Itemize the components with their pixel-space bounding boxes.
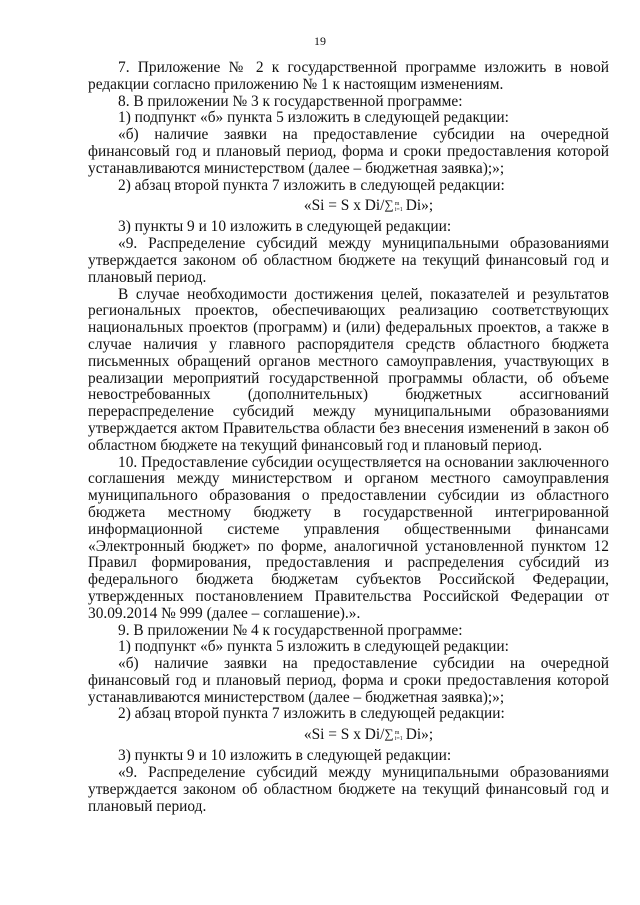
page-number: 19: [314, 34, 326, 48]
sum-sign: ∑: [384, 197, 394, 213]
paragraph: 1) подпункт «б» пункта 5 изложить в следующей редакции:: [118, 638, 509, 656]
paragraph: 7. Приложение № 2 к государственной программе изложить в новой редакции согласно приложению № 1 к настоящим изменениям.: [88, 59, 609, 93]
sum-lower-limit: i=1: [394, 735, 403, 742]
paragraph: «б) наличие заявки на предоставление субсидии на очередной финансовый год и плановый период, форма и сроки предоставления которой устанавливаются министерством (далее – бюджетная заявка);»;: [88, 655, 609, 706]
paragraph: 1) подпункт «б» пункта 5 изложить в следующей редакции:: [118, 109, 509, 127]
paragraph: 2) абзац второй пункта 7 изложить в следующей редакции:: [118, 176, 505, 194]
paragraph: «б) наличие заявки на предоставление субсидии на очередной финансовый год и плановый период, форма и сроки предоставления которой устанавливаются министерством (далее – бюджетная заявка);»;: [88, 126, 609, 177]
paragraph: В случае необходимости достижения целей, показателей и результатов региональных проектов, обеспечивающих реализацию соответствующих национальных проектов (программ) и (или) федеральных проектов, а также в случае наличия у главного распорядителя средств областного бюджета письменных обращений органов местного самоуправления, участвующих в реализации мероприятий государственной программы области, об объеме невостребованных (дополнительных) бюджетных ассигнований перераспределение субсидий между муниципальными образованиями утверждается актом Правительства области без внесения изменений в закон об областном бюджете на текущий финансовый год и плановый период.: [88, 285, 609, 454]
paragraph: «9. Распределение субсидий между муниципальными образованиями утверждается законом об областном бюджете на текущий финансовый год и плановый период.: [88, 235, 609, 286]
formula-prefix: «Si = S x Di/: [303, 726, 385, 744]
formula-suffix: Di»;: [405, 726, 434, 744]
sum-lower-limit: i=1: [394, 206, 403, 213]
paragraph: 10. Предоставление субсидии осуществляется на основании заключенного соглашения между министерством и органом местного самоуправления муниципального образования о предоставлении субсидии из областного бюджета местному бюджету в государственной интегрированной информационной системе управления общественными финансами «Электронный бюджет» по форме, аналогичной установленной пунктом 12 Правил формирования, предоставления и распределения субсидий из федерального бюджета бюджетам субъектов Российской Федерации, утвержденных постановлением Правительства Российской Федерации от 30.09.2014 № 999 (далее – соглашение).».: [88, 453, 609, 622]
sum-limits: [395, 201, 403, 213]
formula-distribution: [88, 725, 609, 744]
paragraph: 8. В приложении № 3 к государственной программе:: [118, 92, 463, 110]
formula-suffix: Di»;: [405, 197, 434, 215]
document-body: [88, 60, 609, 815]
paragraph: 3) пункты 9 и 10 изложить в следующей редакции:: [118, 747, 452, 765]
sum-upper-limit: m: [394, 200, 400, 207]
paragraph: 9. В приложении № 4 к государственной программе:: [118, 621, 463, 639]
paragraph: 3) пункты 9 и 10 изложить в следующей редакции:: [118, 218, 452, 236]
paragraph: «9. Распределение субсидий между муниципальными образованиями утверждается законом об областном бюджете на текущий финансовый год и плановый период.: [88, 764, 609, 815]
paragraph: 2) абзац второй пункта 7 изложить в следующей редакции:: [118, 705, 505, 723]
sum-limits: [395, 730, 403, 742]
formula-prefix: «Si = S x Di/: [303, 197, 385, 215]
sum-upper-limit: m: [394, 729, 400, 736]
sum-sign: ∑: [384, 726, 394, 742]
formula-distribution: [88, 196, 609, 215]
